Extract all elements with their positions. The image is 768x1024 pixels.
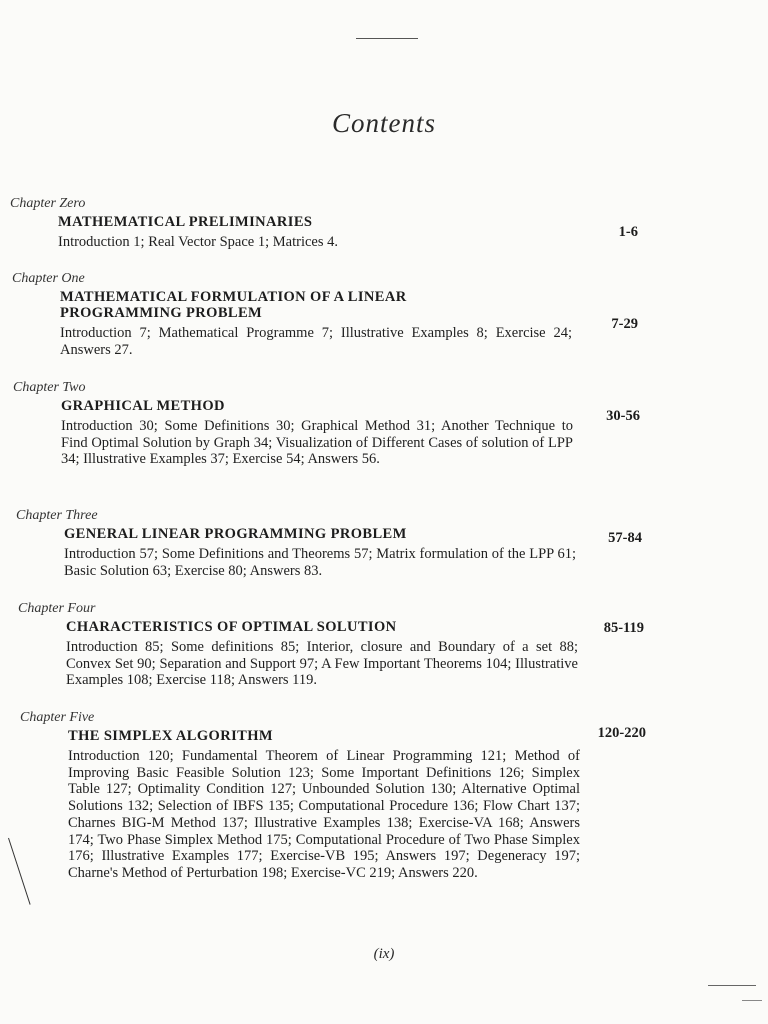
chapter-description: Introduction 85; Some definitions 85; Interior, closure and Boundary of a set 88; Convex Set 90; Separation and Support 97; A Few Important Theorems 104; Illustrative Examples 108; Exercise 118; Answers 119. — [66, 639, 578, 689]
top-rule — [356, 38, 418, 39]
chapter-entry-four — [18, 601, 578, 689]
chapter-page-range: 30-56 — [606, 408, 640, 424]
chapter-title: GRAPHICAL METHOD — [61, 398, 225, 414]
chapter-page-range: 1-6 — [618, 224, 638, 240]
chapter-label: Chapter One — [12, 271, 85, 286]
chapter-description: Introduction 57; Some Definitions and Theorems 57; Matrix formulation of the LPP 61; Basic Solution 63; Exercise 80; Answers 83. — [64, 546, 576, 579]
chapter-description: Introduction 1; Real Vector Space 1; Matrices 4. — [58, 234, 338, 250]
chapter-description: Introduction 30; Some Definitions 30; Graphical Method 31; Another Technique to Find Optimal Solution by Graph 34; Visualization of Different Cases of solution of LPP 34; Illustrative Examples 37; Exercise 54; Answers 56. — [61, 418, 573, 468]
chapter-label: Chapter Five — [20, 710, 95, 725]
page-number: (ix) — [373, 946, 395, 962]
bottom-rule — [708, 985, 756, 986]
chapter-entry-one — [12, 271, 572, 358]
chapter-label: Chapter Three — [16, 508, 98, 523]
chapter-entry-five — [20, 710, 580, 882]
chapter-label: Chapter Two — [13, 380, 86, 395]
chapter-entry-two — [13, 380, 573, 468]
chapter-description: Introduction 7; Mathematical Programme 7; Illustrative Examples 8; Exercise 24; Answers 27. — [60, 325, 572, 358]
chapter-label: Chapter Four — [18, 601, 96, 616]
chapter-description: Introduction 120; Fundamental Theorem of Linear Programming 121; Method of Improving Basic Feasible Solution 123; Some Important Definitions 126; Simplex Table 127; Optimality Condition 127; Unbounded Solution 130; Alternative Optimal Solutions 132; Selection of IBFS 135; Computational Procedure 136; Flow Chart 137; Charnes BIG-M Method 137; Illustrative Examples 138; Exercise-VA 168; Answers 174; Two Phase Simplex Method 175; Computational Procedure of Two Phase Simplex 176; Illustrative Examples 177; Exercise-VB 195; Answers 197; Degeneracy 197; Charne's Method of Perturbation 198; Exercise-VC 219; Answers 220. — [68, 748, 580, 881]
chapter-entry-three — [16, 508, 576, 579]
chapter-page-range: 57-84 — [608, 530, 642, 546]
chapter-page-range: 85-119 — [603, 620, 644, 636]
chapter-title: GENERAL LINEAR PROGRAMMING PROBLEM — [64, 526, 407, 542]
chapter-page-range: 7-29 — [611, 316, 638, 332]
chapter-entry-zero — [10, 196, 570, 251]
chapter-title: MATHEMATICAL PRELIMINARIES — [58, 214, 313, 230]
chapter-label: Chapter Zero — [10, 196, 86, 211]
chapter-title: MATHEMATICAL FORMULATION OF A LINEAR PROGRAMMING PROBLEM — [60, 289, 407, 321]
chapter-title: THE SIMPLEX ALGORITHM — [68, 728, 273, 744]
chapter-title: CHARACTERISTICS OF OPTIMAL SOLUTION — [66, 619, 397, 635]
page-heading: Contents — [331, 108, 436, 138]
bottom-rule-short — [742, 1000, 762, 1001]
chapter-page-range: 120-220 — [597, 725, 646, 741]
